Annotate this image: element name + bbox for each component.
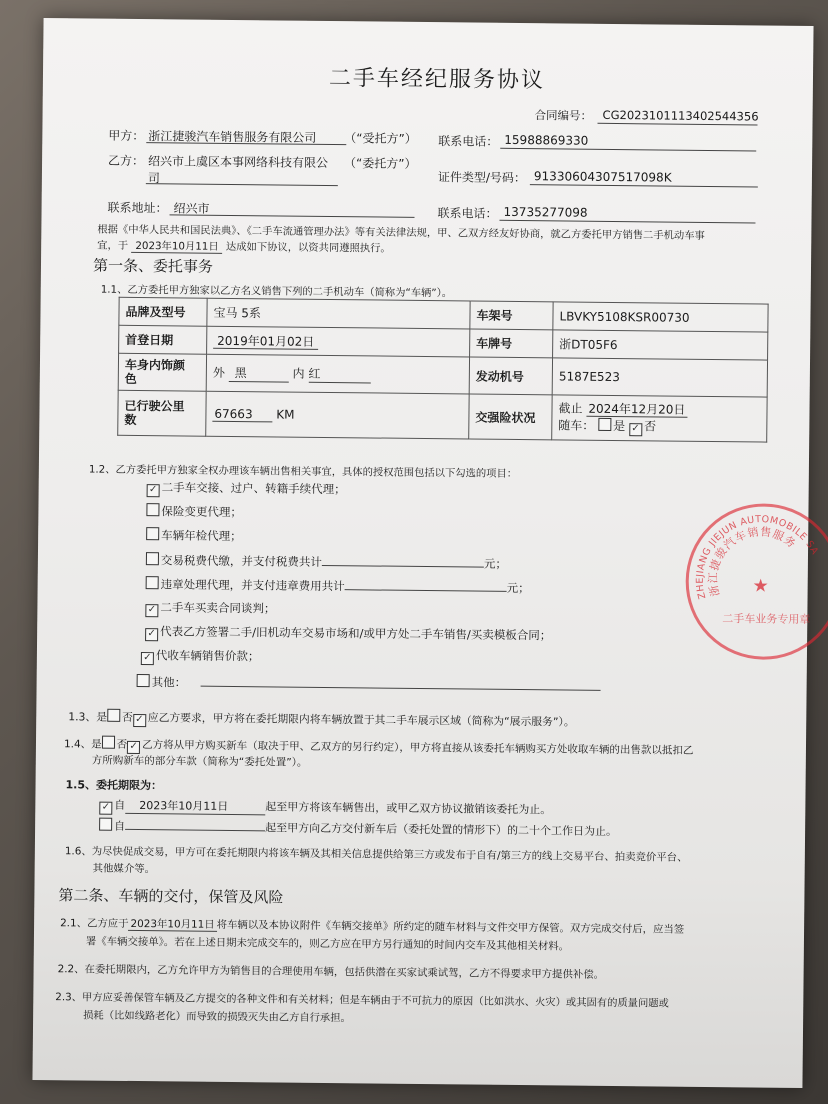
term-b-from: 自 <box>114 819 126 833</box>
insurance-date: 2024年12月20日 <box>586 401 687 417</box>
party-b-role: （“委托方”） <box>344 156 417 171</box>
color-label <box>118 353 206 391</box>
clause-2-3-line1: 2.3、甲方应妥善保管车辆及乙方提交的各种文件和有关材料；但是车辆由于不可抗力的原因（比如洪水、火灾）或其固有的质量问题或 <box>55 991 669 1010</box>
ext-color: 黑 <box>229 364 289 383</box>
stamp-center-text: 二手车业务专用章 <box>722 612 811 627</box>
insurance-prefix: 截止 <box>558 400 583 416</box>
int-label: 内 <box>292 366 305 381</box>
party-b-id-underline <box>530 184 758 187</box>
clause-2-1-suffix: 将车辆以及本协议附件《车辆交接单》所约定的随车材料与文件交甲方保管。双方完成交付后，应当签 <box>216 918 685 936</box>
party-b-name-line2: 司 <box>147 171 160 186</box>
color-label-1: 车身内饰颜 <box>124 357 186 373</box>
clause-1-4-yes: 是 <box>91 738 102 751</box>
option-suffix: 元； <box>483 556 507 571</box>
party-a-label: 甲方： <box>108 128 145 144</box>
option-label: 二手车交接、过户、转籍手续代理； <box>161 480 346 497</box>
option-checkbox[interactable]: ✓ <box>145 628 158 641</box>
clause-1-3-no: 否 <box>121 710 133 724</box>
reg-cell <box>207 326 470 357</box>
option-checkbox[interactable]: ✓ <box>145 604 158 617</box>
party-b-address-label: 联系地址： <box>107 200 168 216</box>
option-item <box>145 623 551 645</box>
preamble-prefix: 宜，于 <box>97 239 129 252</box>
party-b-name-line1: 绍兴市上虞区本事网络科技有限公 <box>148 154 329 170</box>
company-stamp <box>685 503 828 661</box>
clause-1-5-heading: 1.5、委托期限为： <box>65 778 163 793</box>
clause-2-1-prefix: 2.1、乙方应于 <box>60 917 129 930</box>
clause-1-2: 1.2、乙方委托甲方独家全权办理该车辆出售相关事宜，具体的授权范围包括以下勾选的项目： <box>88 463 518 480</box>
term-a-text: 起至甲方将该车辆售出，或甲乙双方协议撤销该委托为止。 <box>265 800 552 817</box>
insurance-cell <box>552 395 767 442</box>
party-b-phone-label: 联系电话： <box>437 206 498 221</box>
clause-2-3-line2: 损耗（比如线路老化）而导致的损毁灭失由乙方自行承担。 <box>83 1009 351 1025</box>
clause-1-4-no: 否 <box>116 738 128 751</box>
stamp-english-text: ZHEJIANG JIEJUN AUTOMOBILE SA <box>694 514 821 601</box>
contract-paper <box>32 18 821 1088</box>
preamble-line2 <box>97 237 391 256</box>
clause-1-5-line-b <box>99 817 617 839</box>
clause-1-3 <box>68 708 575 731</box>
ext-label: 外 <box>212 365 225 380</box>
option-checkbox[interactable] <box>146 552 159 565</box>
option-label: 代收车辆销售价款； <box>155 648 260 664</box>
option-item <box>146 551 507 572</box>
party-b-id-label: 证件类型/号码： <box>437 170 527 186</box>
party-b-underline <box>146 183 338 186</box>
clause-1-4-no-checkbox[interactable]: ✓ <box>127 741 140 754</box>
clause-1-1: 1.1、乙方委托甲方独家以乙方名义销售下列的二手机动车（简称为“车辆”）。 <box>100 283 453 300</box>
option-label: 其他： <box>151 675 187 690</box>
brand-value: 宝马 5系 <box>207 298 470 329</box>
party-b-phone-underline <box>499 220 755 224</box>
term-a-checkbox[interactable]: ✓ <box>99 802 112 815</box>
option-label: 二手车买卖合同谈判； <box>160 600 276 616</box>
follow-no-checkbox[interactable]: ✓ <box>629 423 642 436</box>
option-item <box>141 647 260 666</box>
int-color: 红 <box>308 365 370 384</box>
clause-1-4-num: 1.4、 <box>63 738 92 751</box>
vehicle-table <box>117 297 768 443</box>
option-checkbox[interactable] <box>137 674 150 687</box>
party-a-phone-label: 联系电话： <box>438 134 499 149</box>
party-a-phone: 15988869330 <box>504 132 589 148</box>
clause-1-3-num: 1.3、 <box>68 710 97 724</box>
reg-label: 首登日期 <box>119 325 207 354</box>
color-label-2: 色 <box>124 371 137 386</box>
option-item <box>137 673 601 695</box>
term-b-text: 起至甲方向乙方交付新车后（委托处置的情形下）的二十个工作日为止。 <box>265 821 618 839</box>
option-checkbox[interactable]: ✓ <box>147 484 160 497</box>
option-label: 车辆年检代理； <box>161 528 242 544</box>
option-checkbox[interactable] <box>146 503 159 516</box>
option-label: 违章处理代理，并支付违章费用共计 <box>160 577 345 594</box>
party-b-phone: 13735277098 <box>503 204 588 220</box>
option-label: 交易税费代缴，并支付税费共计 <box>160 553 322 569</box>
mileage-value: 67663 <box>212 406 272 422</box>
violation-blank <box>345 577 507 592</box>
tax-blank <box>322 553 484 568</box>
follow-line <box>558 417 760 437</box>
option-item <box>147 479 346 499</box>
page-title: 二手车经纪服务协议 <box>328 65 546 94</box>
option-suffix: 元； <box>506 580 530 596</box>
vin-value: LBVKY5108KSR00730 <box>553 302 768 332</box>
vin-label: 车架号 <box>470 301 553 330</box>
option-checkbox[interactable]: ✓ <box>141 652 154 665</box>
clause-2-2: 2.2、在委托期限内，乙方允许甲方为销售目的合理使用车辆，包括供潜在买家试乘试驾，乙方不得要求甲方提供补偿。 <box>57 963 605 981</box>
table-row <box>118 390 767 442</box>
plate-label: 车牌号 <box>470 329 553 358</box>
reg-value: 2019年01月02日 <box>213 334 318 350</box>
mileage-cell <box>206 391 469 439</box>
option-item <box>145 599 275 618</box>
party-a-name: 浙江捷骏汽车销售服务有限公司 <box>148 129 317 145</box>
clause-1-5-line-a <box>99 797 551 820</box>
party-a-role: （“受托方”） <box>344 131 417 146</box>
stamp-chinese-text: 浙江捷骏汽车销售服务 <box>706 525 799 598</box>
clause-1-3-yes-checkbox[interactable] <box>107 709 120 722</box>
other-blank <box>200 674 600 691</box>
brand-label: 品牌及型号 <box>119 297 207 326</box>
term-a-date: 2023年10月11日 <box>125 797 265 815</box>
follow-yes-label: 是 <box>613 418 626 433</box>
insurance-line <box>558 400 760 419</box>
party-b-address: 绍兴市 <box>173 201 210 216</box>
mileage-label-2: 数 <box>124 412 137 427</box>
engine-label: 发动机号 <box>469 357 552 395</box>
follow-yes-checkbox[interactable] <box>598 417 611 430</box>
mileage-unit: KM <box>276 406 295 422</box>
clause-1-4-yes-checkbox[interactable] <box>102 736 115 749</box>
option-checkbox[interactable] <box>146 576 159 589</box>
contract-no-value: CG2023101113402544356 <box>602 107 759 124</box>
plate-value: 浙DT05F6 <box>553 330 768 360</box>
option-item <box>146 527 242 544</box>
follow-label: 随车： <box>558 417 595 433</box>
mileage-label-1: 已行驶公里 <box>124 398 185 414</box>
option-label: 保险变更代理； <box>161 504 242 520</box>
section1-heading: 第一条、委托事务 <box>92 256 214 276</box>
clause-2-1-date: 2023年10月11日 <box>129 918 217 932</box>
option-item <box>146 503 242 520</box>
clause-1-3-yes: 是 <box>96 710 108 724</box>
follow-no-label: 否 <box>643 418 657 433</box>
preamble-line1: 根据《中华人民共和国民法典》、《二手车流通管理办法》等有关法律法规，甲、乙双方经友好协商，就乙方委托甲方销售二手机动车事 <box>97 223 705 242</box>
option-item <box>146 575 530 596</box>
engine-value: 5187E523 <box>552 358 767 397</box>
clause-1-4-line1: 乙方将从甲方购买新车（取决于甲、乙双方的另行约定），甲方将直接从该委托车辆购买方处收取车辆的出售款以抵扣乙 <box>142 739 694 757</box>
party-b-label: 乙方： <box>108 153 145 169</box>
party-b-id-value: 913306043075​17098K <box>533 169 672 185</box>
stamp-star-icon: ★ <box>752 575 769 597</box>
preamble-suffix: 达成如下协议，以资共同遵照执行。 <box>225 240 391 255</box>
clause-1-3-text: 应乙方要求，甲方将在委托期限内将车辆放置于其二手车展示区域（简称为“展示服务”）。 <box>147 711 575 729</box>
option-checkbox[interactable] <box>146 527 159 540</box>
section2-heading: 第二条、车辆的交付，保管及风险 <box>58 886 284 907</box>
term-b-checkbox[interactable] <box>99 818 112 831</box>
stamp-arc-text <box>685 503 828 655</box>
clause-2-1-line2: 署《车辆交接单》。若在上述日期未完成交车的，则乙方应在甲方另行通知的时间内交车及其他相关材料。 <box>85 935 570 953</box>
contract-no-label: 合同编号： <box>534 108 593 123</box>
clause-1-6-line2: 其他媒介等。 <box>92 862 156 876</box>
insurance-label: 交强险状况 <box>469 394 552 440</box>
clause-1-4-line2: 方所购新车的部分车款（简称为“委托处置”）。 <box>91 754 308 769</box>
color-cell <box>206 354 469 394</box>
clause-1-3-no-checkbox[interactable]: ✓ <box>133 714 146 727</box>
option-label: 代表乙方签署二手/旧机动车交易市场和/或甲方处二手车销售/买卖模板合同； <box>160 624 552 643</box>
term-a-from: 自 <box>114 798 126 812</box>
clause-1-6-line1: 1.6、为尽快促成交易，甲方可在委托期限内将该车辆及其相关信息提供给第三方或发布于自有/第三方的线上交易平台、拍卖竞价平台、 <box>64 845 688 864</box>
mileage-label <box>118 390 206 436</box>
preamble-date: 2023年10月11日 <box>131 237 222 254</box>
term-b-blank <box>125 817 265 831</box>
party-a-phone-underline <box>500 148 756 152</box>
